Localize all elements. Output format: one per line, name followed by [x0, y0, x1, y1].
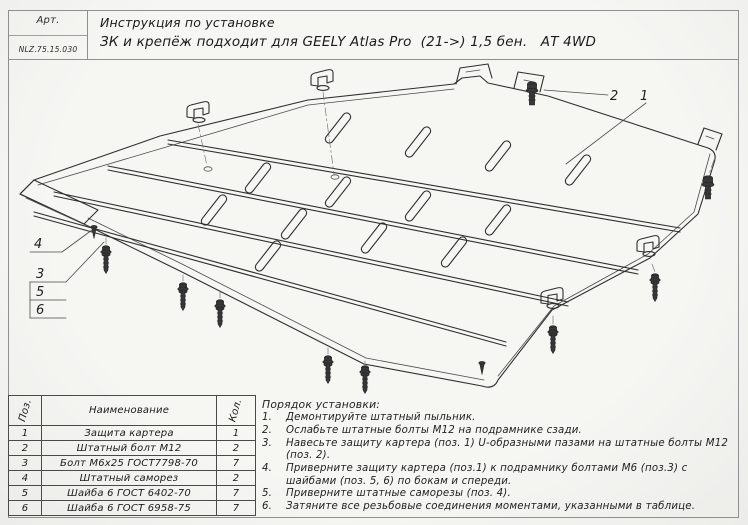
list-item — [262, 488, 736, 501]
stiffening-ribs — [34, 140, 680, 346]
list-item — [262, 412, 736, 425]
part-pos: 5 — [9, 486, 42, 501]
callout-3-label: 3 — [36, 267, 45, 282]
vent-slots — [200, 111, 592, 272]
callouts — [30, 89, 648, 318]
table-row — [9, 426, 256, 441]
part-name: Защита картера — [42, 426, 217, 441]
bolt-m6-icon — [360, 366, 370, 394]
bolt-m6-icon — [215, 300, 225, 328]
steps-title: Порядок установки: — [262, 398, 381, 411]
part-name: Шайба 6 ГОСТ 6402-70 — [42, 486, 217, 501]
part-pos: 4 — [9, 471, 42, 486]
table-row — [9, 441, 256, 456]
document-title: Инструкция по установке — [100, 15, 275, 30]
part-qty: 7 — [217, 456, 256, 471]
part-qty: 7 — [217, 501, 256, 516]
title-cell — [88, 11, 738, 59]
step-number: 6. — [262, 500, 273, 512]
list-item — [262, 463, 736, 488]
part-qty: 2 — [217, 441, 256, 456]
document-subtitle: ЗК и крепёж подходит для GEELY Atlas Pro (21->) 1,5 бен. АТ 4WD — [100, 34, 597, 50]
bolt-m6-icon — [178, 283, 188, 311]
article-cell — [9, 11, 88, 59]
bolt-m6-icon — [650, 274, 660, 302]
u-clip-icon — [311, 70, 333, 91]
screw-icon — [479, 361, 485, 374]
article-divider — [9, 35, 87, 36]
step-number: 5. — [262, 488, 273, 500]
table-row — [9, 501, 256, 516]
skid-plate-outline — [20, 76, 715, 387]
part-name: Болт М6х25 ГОСТ7798-70 — [42, 456, 217, 471]
part-name: Шайба 6 ГОСТ 6958-75 — [42, 501, 217, 516]
article-label: Арт. — [36, 15, 60, 26]
installation-steps — [262, 398, 736, 514]
bolt-m6-icon — [548, 326, 558, 354]
bolt-m6-icon — [101, 246, 111, 274]
column-header-pos: Поз. — [16, 397, 34, 424]
step-text: Приверните штатные саморезы (поз. 4). — [286, 488, 511, 500]
list-item — [262, 425, 736, 438]
bolt-m6-icon — [323, 356, 333, 384]
part-qty: 1 — [217, 426, 256, 441]
title-block — [8, 10, 739, 60]
step-text: Приверните защиту картера (поз.1) к подрамнику болтами М6 (поз.3) с шайбами (поз. 5, 6) по бокам и спереди. — [286, 462, 688, 487]
u-clip-icon — [541, 288, 563, 309]
list-item — [262, 438, 736, 463]
step-number: 3. — [262, 437, 273, 449]
step-number: 2. — [262, 425, 273, 437]
parts-table — [8, 395, 256, 516]
part-pos: 2 — [9, 441, 42, 456]
list-item — [262, 501, 736, 514]
step-text: Демонтируйте штатный пыльник. — [286, 412, 476, 424]
parts-table-header — [9, 396, 256, 426]
step-number: 1. — [262, 412, 273, 424]
part-qty: 2 — [217, 471, 256, 486]
callout-2-label: 2 — [610, 89, 619, 104]
fasteners — [91, 82, 714, 394]
technical-drawing — [8, 58, 739, 394]
callout-4-label: 4 — [34, 237, 43, 252]
column-header-qty: Кол. — [227, 397, 245, 424]
article-number: NLZ.75.15.030 — [18, 45, 78, 54]
step-text: Затяните все резьбовые соединения моментами, указанными в таблице. — [286, 500, 696, 512]
callout-6-label: 6 — [36, 303, 45, 318]
step-number: 4. — [262, 462, 273, 474]
part-pos: 6 — [9, 501, 42, 516]
mounting-tabs — [456, 64, 722, 150]
part-name: Штатный саморез — [42, 471, 217, 486]
step-text: Навесьте защиту картера (поз. 1) U-образными пазами на штатные болты М12 (поз. 2). — [286, 437, 729, 462]
callout-5-label: 5 — [36, 285, 45, 300]
part-pos: 1 — [9, 426, 42, 441]
u-clip-icon — [187, 102, 209, 123]
part-qty: 7 — [217, 486, 256, 501]
part-pos: 3 — [9, 456, 42, 471]
step-text: Ослабьте штатные болты М12 на подрамнике сзади. — [286, 425, 582, 437]
table-row — [9, 486, 256, 501]
table-row — [9, 456, 256, 471]
callout-1-label: 1 — [640, 89, 649, 104]
part-name: Штатный болт М12 — [42, 441, 217, 456]
column-header-name: Наименование — [42, 396, 217, 426]
table-row — [9, 471, 256, 486]
